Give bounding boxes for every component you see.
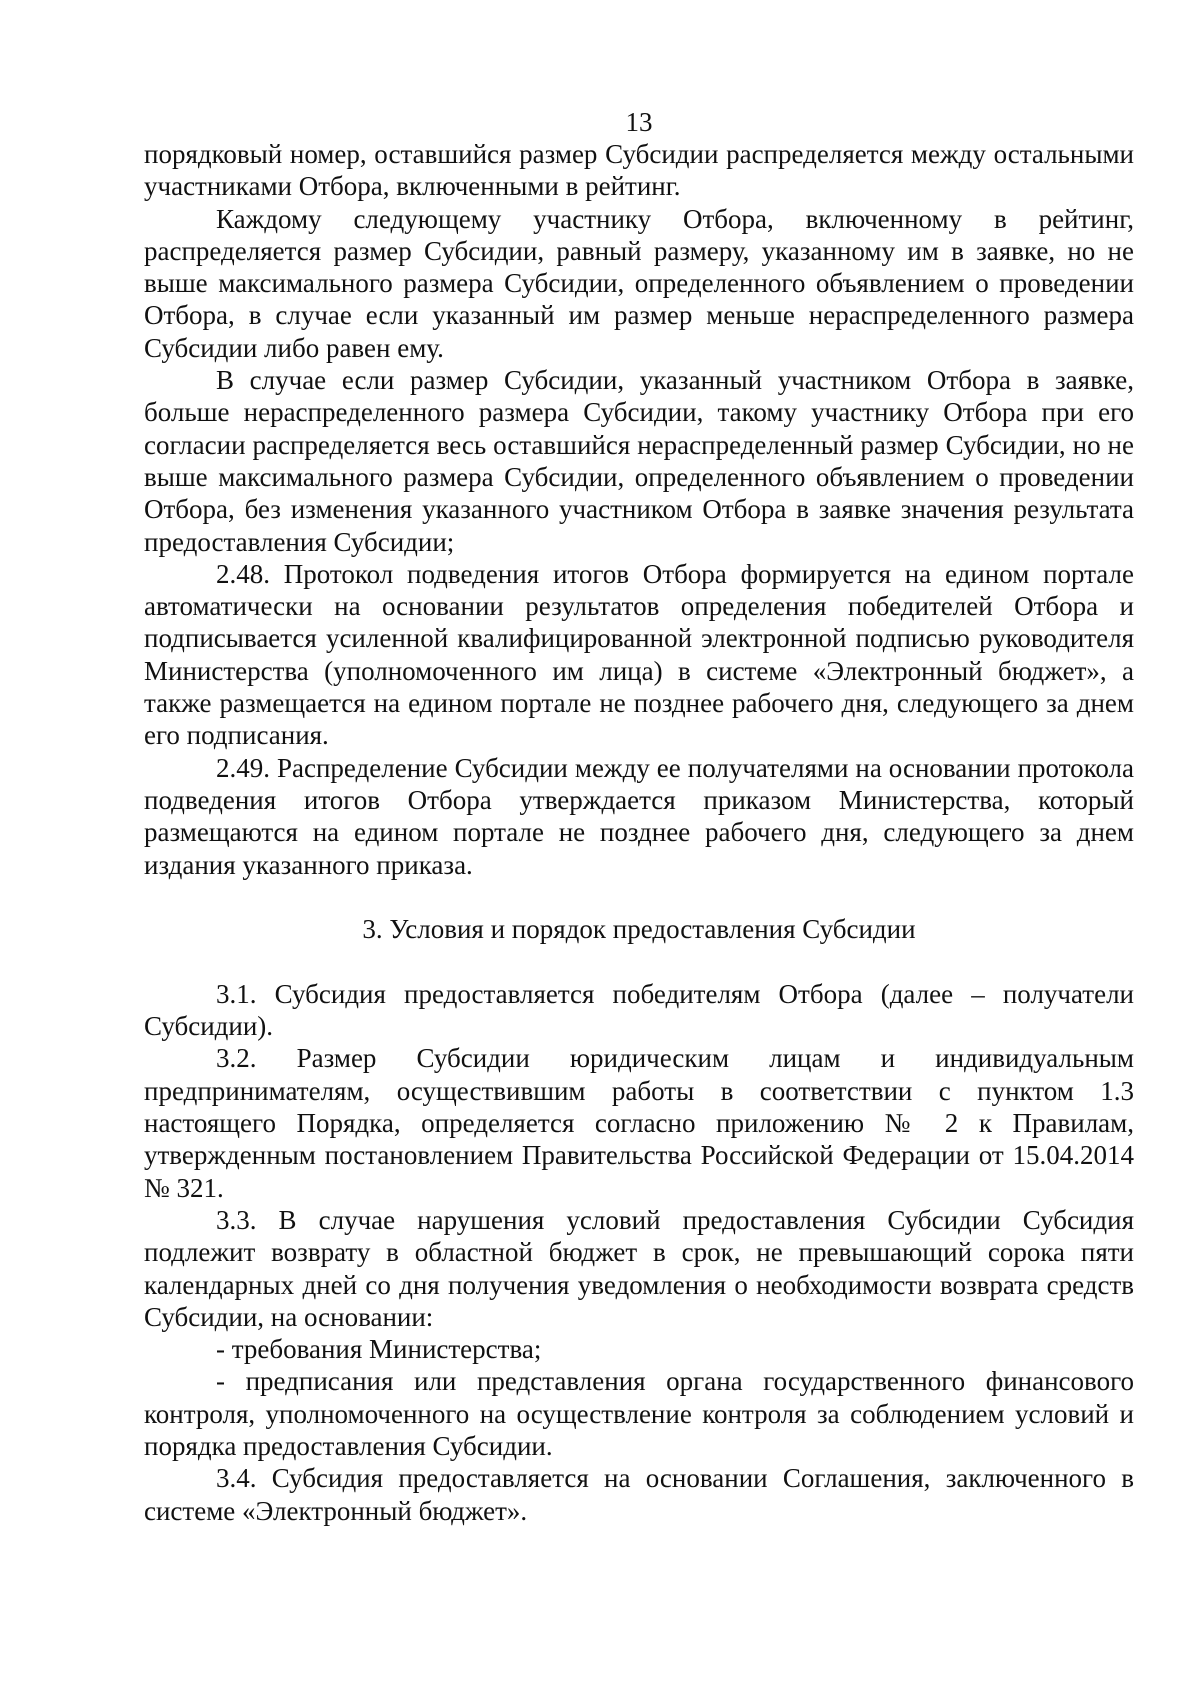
paragraph-3-3: 3.3. В случае нарушения условий предоставления Субсидии Субсидия подлежит возврату в областной бюджет в срок, не превышающий сорока пяти календарных дней со дня получения уведомления о необходимости возврата средств Субсидии, на основании: <box>144 1204 1134 1332</box>
paragraph-3-2: 3.2. Размер Субсидии юридическим лицам и индивидуальным предпринимателям, осуществившим работы в соответствии с пунктом 1.3 настоящего Порядка, определяется согласно приложению № 2 к Правилам, утвержденным постановлением Правительства Российской Федерации от 15.04.2014 № 321. <box>144 1043 1134 1203</box>
paragraph-2-49: 2.49. Распределение Субсидии между ее получателями на основании протокола подведения итогов Отбора утверждается приказом Министерства, который размещаются на едином портале не позднее рабочего дня, следующего за днем издания указанного приказа. <box>144 752 1134 880</box>
list-item-ministry-requirement: - требования Министерства; <box>216 1334 542 1365</box>
page-number: 13 <box>625 107 653 137</box>
document-page <box>144 108 1134 1527</box>
paragraph-subsidy-larger: В случае если размер Субсидии, указанный участником Отбора в заявке, больше нераспределенного размера Субсидии, такому участнику Отбора при его согласии распределяется весь оставшийся нераспределенный размер Субсидии, но не выше максимального размера Субсидии, определенного объявлением о проведении Отбора, без изменения указанного участником Отбора в заявке значения результата предоставления Субсидии; <box>144 365 1134 557</box>
paragraph-3-4: 3.4. Субсидия предоставляется на основании Соглашения, заключенного в системе «Электронный бюджет». <box>144 1463 1134 1526</box>
paragraph-3-1: 3.1. Субсидия предоставляется победителям Отбора (далее – получатели Субсидии). <box>144 978 1134 1042</box>
paragraph-next-participant: Каждому следующему участнику Отбора, включенному в рейтинг, распределяется размер Субсидии, равный размеру, указанному им в заявке, но не выше максимального размера Субсидии, определенного объявлением о проведении Отбора, в случае если указанный им размер меньше нераспределенного размера Субсидии либо равен ему. <box>144 203 1134 363</box>
paragraph-continuation: порядковый номер, оставшийся размер Субсидии распределяется между остальными участниками Отбора, включенными в рейтинг. <box>144 139 1134 202</box>
list-item-control-authority: - предписания или представления органа государственного финансового контроля, уполномоченного на осуществление контроля за соблюдением условий и порядка предоставления Субсидии. <box>144 1366 1134 1461</box>
paragraph-2-48: 2.48. Протокол подведения итогов Отбора формируется на едином портале автоматически на основании результатов определения победителей Отбора и подписывается усиленной квалифицированной электронной подписью руководителя Министерства (уполномоченного им лица) в системе «Электронный бюджет», а также размещается на едином портале не позднее рабочего дня, следующего за днем его подписания. <box>144 558 1134 751</box>
section-3-heading: 3. Условия и порядок предоставления Субсидии <box>362 913 916 944</box>
